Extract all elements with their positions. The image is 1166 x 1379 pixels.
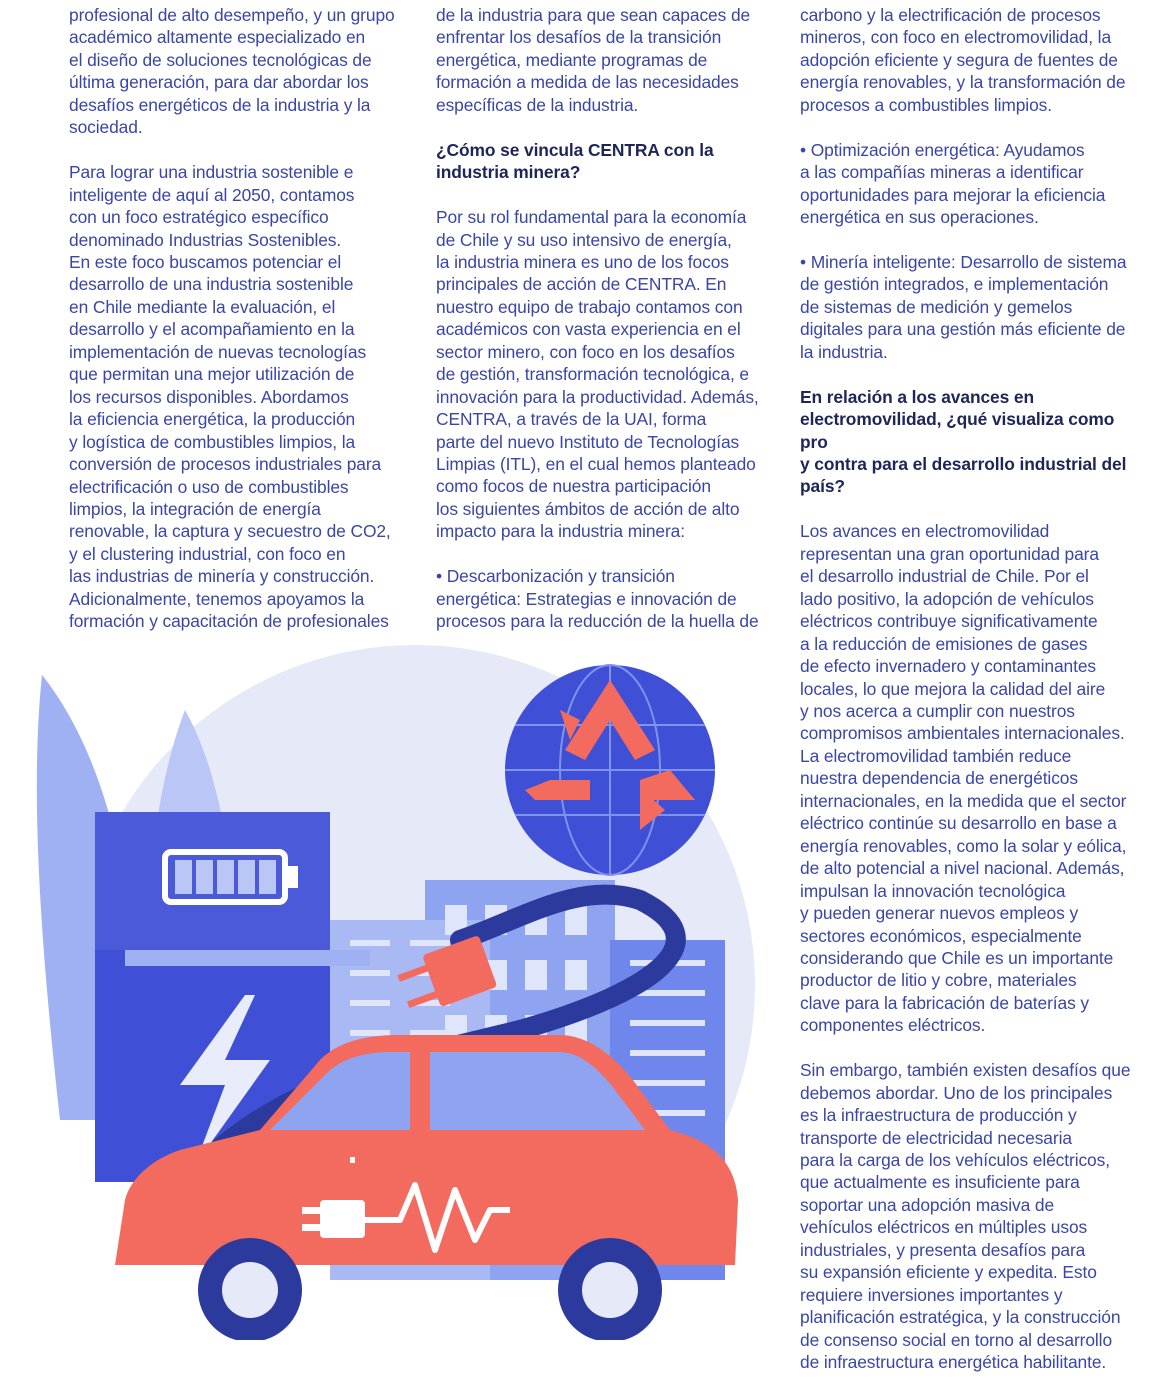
paragraph: Para lograr una industria sostenible e inteligente de aquí al 2050, contamos con un foco estratégico específico denominado Industrias Sostenibles. En este foco buscamos potenciar el desarrollo de una industria sostenible en Chile mediante la evaluación, el desarrollo y el acompañamiento en la implementación de nuevas tecnologías que permitan una mejor utilización de los recursos disponibles. Abordamos la eficiencia energética, la producción y logística de combustibles limpios, la conversión de procesos industriales para electrificación o uso de combustibles limpios, la integración de energía renovable, la captura y secuestro de CO2, y el clustering industrial, con foco en las industrias de minería y construcción. Adicionalmente, tenemos apoyamos la formación y capacitación de profesionales <box>69 162 391 632</box>
paragraph: Sin embargo, también existen desafíos que debemos abordar. Uno de los principales es la infraestructura de producción y transporte de electricidad necesaria para la carga de los vehículos eléctricos, que actualmente es insuficiente para soportar una adopción masiva de vehículos eléctricos en múltiples usos industriales, y presenta desafíos para su expansión eficiente y expedita. Esto requiere inversiones importantes y planificación estratégica, y la construcción de consenso social en torno al desarrollo de infraestructura energética habilitante. <box>800 1060 1131 1373</box>
paragraph: • Minería inteligente: Desarrollo de sistema de gestión integrados, e implementación de sistemas de medición y gemelos digitales para una gestión más eficiente de la industria. <box>800 251 1127 362</box>
text-column-1 <box>69 4 419 633</box>
section-heading: ¿Cómo se vincula CENTRA con la industria minera? <box>436 139 714 183</box>
text-column-3 <box>800 4 1145 1374</box>
paragraph: de la industria para que sean capaces de enfrentar los desafíos de la transición energética, mediante programas de formación a medida de las necesidades específicas de la industria. <box>436 5 751 115</box>
paragraph: • Optimización energética: Ayudamos a las compañías mineras a identificar oportunidades para mejorar la eficiencia energética en sus operaciones. <box>800 139 1106 228</box>
ev-charging-illustration-icon <box>20 640 780 1360</box>
text-column-2 <box>436 4 781 633</box>
paragraph: Los avances en electromovilidad representan una gran oportunidad para el desarrollo industrial de Chile. Por el lado positivo, la adopción de vehículos eléctricos contribuye significativamente a la reducción de emisiones de gases de efecto invernadero y contaminantes locales, lo que mejora la calidad del aire y nos acerca a cumplir con nuestros compromisos ambientales internacionales. La electromovilidad también reduce nuestra dependencia de energéticos internacionales, en la medida que el sector eléctrico continúe su desarrollo en base a energía renovables, como la solar y eólica, de alto potencial a nivel nacional. Además, impulsan la innovación tecnológica y pueden generar nuevos empleos y sectores económicos, especialmente considerando que Chile es un importante productor de litio y cobre, materiales clave para la fabricación de baterías y componentes eléctricos. <box>800 521 1127 1036</box>
section-heading: En relación a los avances en electromovilidad, ¿qué visualiza como pro y contra para el desarrollo industrial del país? <box>800 386 1127 497</box>
paragraph: carbono y la electrificación de procesos mineros, con foco en electromovilidad, la adopción eficiente y segura de fuentes de energía renovables, y la transformación de procesos a combustibles limpios. <box>800 5 1126 115</box>
paragraph: profesional de alto desempeño, y un grupo académico altamente especializado en el diseño de soluciones tecnológicas de última generación, para dar abordar los desafíos energéticos de la industria y la sociedad. <box>69 5 395 138</box>
paragraph: • Descarbonización y transición energética: Estrategias e innovación de procesos para la reducción de la huella de <box>436 566 759 632</box>
paragraph: Por su rol fundamental para la economía de Chile y su uso intensivo de energía, la industria minera es uno de los focos principales de acción de CENTRA. En nuestro equipo de trabajo contamos con académicos con vasta experiencia en el sector minero, con foco en los desafíos de gestión, transformación tecnológica, e innovación para la productividad. Además, CENTRA, a través de la UAI, forma parte del nuevo Instituto de Tecnologías Limpias (ITL), en el cual hemos planteado como focos de nuestra participación los siguientes ámbitos de acción de alto impacto para la industria minera: <box>436 207 759 542</box>
